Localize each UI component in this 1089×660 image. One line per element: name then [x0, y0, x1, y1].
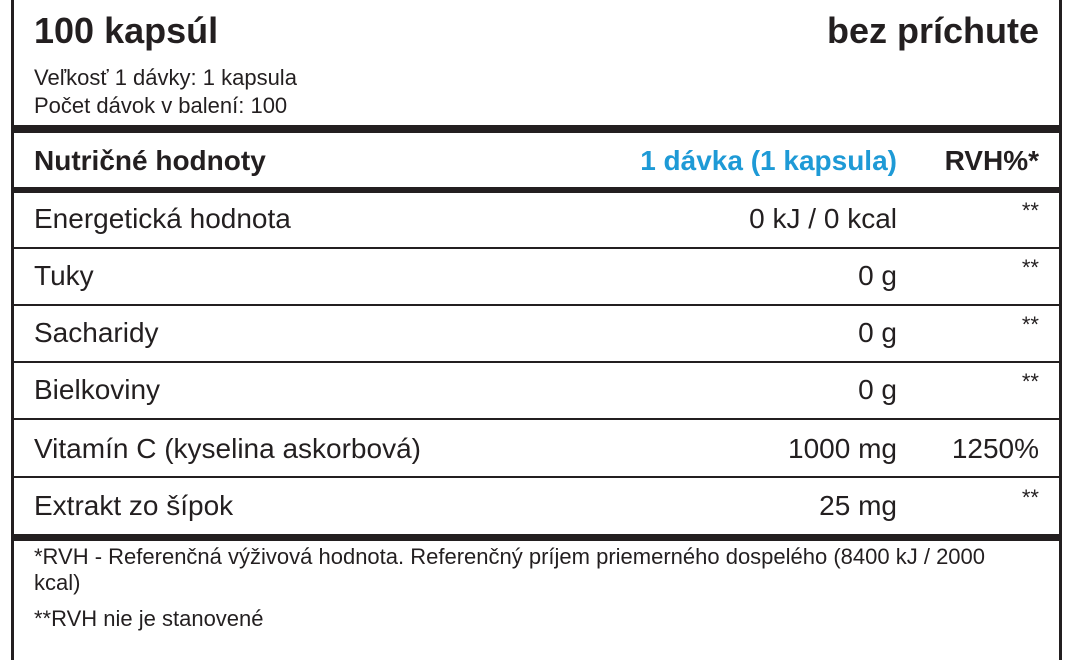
- servings-per-pack: Počet dávok v balení: 100: [34, 93, 288, 118]
- nutrient-name: Vitamín C (kyselina askorbová): [34, 433, 421, 464]
- table-row: [14, 421, 1059, 477]
- nutrient-rvh: **: [1021, 255, 1039, 280]
- capsule-count: 100 kapsúl: [34, 10, 219, 51]
- nutrient-rvh: 1250%: [951, 433, 1039, 464]
- nutrient-rvh: **: [1021, 369, 1039, 394]
- divider: [14, 534, 1059, 541]
- nutrient-amount: 0 kJ / 0 kcal: [749, 203, 897, 234]
- table-row: [14, 478, 1059, 534]
- nutrient-name: Bielkoviny: [34, 374, 161, 405]
- table-header: [14, 133, 1059, 189]
- footnote-rvh: *RVH - Referenčná výživová hodnota. Referenčný príjem priemerného dospelého (8400 kJ / 2000 kcal): [34, 544, 986, 595]
- table-row: [14, 362, 1059, 418]
- serving-info: [34, 64, 297, 120]
- nutrient-rvh: **: [1021, 198, 1039, 223]
- divider: [14, 418, 1059, 420]
- nutrient-rvh: **: [1021, 485, 1039, 510]
- nutrition-label: [11, 0, 1062, 660]
- label-header: [34, 10, 1039, 60]
- table-row: [14, 248, 1059, 304]
- nutrient-name: Tuky: [34, 260, 94, 291]
- header-rvh: RVH%*: [944, 145, 1039, 176]
- nutrient-amount: 1000 mg: [788, 433, 897, 464]
- nutrient-name: Sacharidy: [34, 317, 159, 348]
- flavor: bez príchute: [826, 10, 1039, 51]
- footnote-not-set: **RVH nie je stanovené: [34, 606, 264, 631]
- serving-size: Veľkosť 1 dávky: 1 kapsula: [34, 65, 297, 90]
- header-nutrients: Nutričné hodnoty: [34, 145, 266, 176]
- table-row: [14, 305, 1059, 361]
- nutrient-rvh: **: [1021, 312, 1039, 337]
- nutrient-amount: 0 g: [858, 260, 897, 291]
- header-per-serving: 1 dávka (1 kapsula): [640, 145, 897, 176]
- nutrient-name: Energetická hodnota: [34, 203, 291, 234]
- nutrient-name: Extrakt zo šípok: [34, 490, 234, 521]
- divider: [14, 125, 1059, 133]
- nutrient-amount: 0 g: [858, 374, 897, 405]
- nutrient-amount: 0 g: [858, 317, 897, 348]
- nutrient-amount: 25 mg: [819, 490, 897, 521]
- table-row: [14, 191, 1059, 247]
